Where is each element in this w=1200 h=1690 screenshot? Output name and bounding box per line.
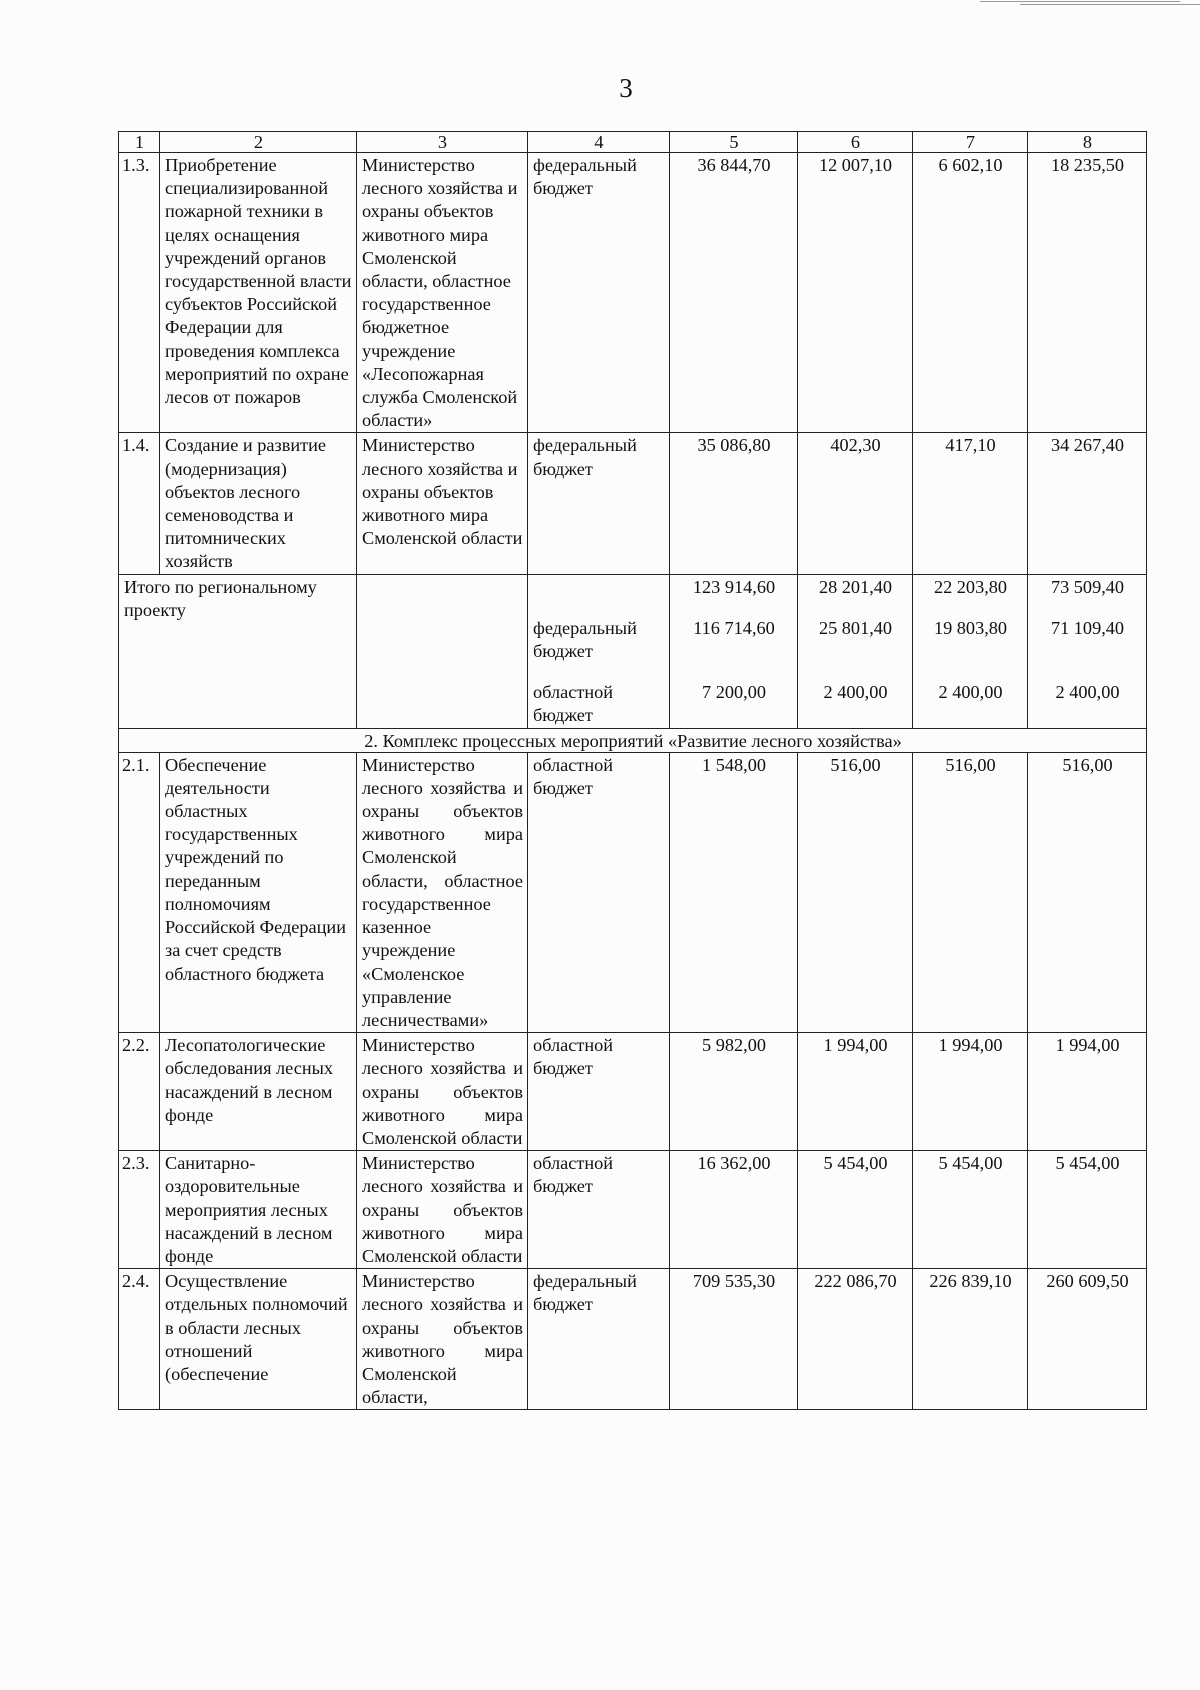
amount-year-3: 516,00	[1028, 752, 1147, 1032]
amount-year-3: 260 609,50	[1028, 1269, 1147, 1410]
amount-total: 16 362,00	[670, 1151, 798, 1269]
amount-year-2: 417,10	[913, 433, 1028, 574]
amount-year-1: 222 086,70	[798, 1269, 913, 1410]
executor: Министерство лесного хозяйства и охраны объектов животного мира Смоленской области	[357, 1151, 528, 1269]
amount-year-2: 1 994,00	[913, 1033, 1028, 1151]
summary-amount-year-1: 28 201,40	[798, 574, 913, 599]
summary-label: Итого по региональному проекту	[119, 574, 357, 728]
amount-year-2: 5 454,00	[913, 1151, 1028, 1269]
header-row	[119, 132, 1147, 153]
table-row	[119, 752, 1147, 1032]
amount-total: 7 200,00	[670, 663, 798, 728]
summary-executor-empty	[357, 574, 528, 728]
summary-amount-total: 123 914,60	[670, 574, 798, 599]
amount-year-1: 12 007,10	[798, 153, 913, 433]
row-number: 2.4.	[119, 1269, 160, 1410]
executor: Министерство лесного хозяйства и охраны объектов животного мира Смоленской области	[357, 1033, 528, 1151]
funding-source: федеральный бюджет	[528, 153, 670, 433]
amount-year-2: 19 803,80	[913, 599, 1028, 663]
funding-source: областной бюджет	[528, 752, 670, 1032]
table-row	[119, 1269, 1147, 1410]
activity-name: Обеспечение деятельности областных государственных учреждений по переданным полномочиям Российской Федерации за счет средств областного бюджета	[160, 752, 357, 1032]
amount-year-3: 71 109,40	[1028, 599, 1147, 663]
row-number: 1.3.	[119, 153, 160, 433]
amount-year-2: 516,00	[913, 752, 1028, 1032]
amount-year-1: 516,00	[798, 752, 913, 1032]
section-header-row	[119, 728, 1147, 752]
page-number: 3	[619, 73, 633, 103]
funding-source: федеральный бюджет	[528, 433, 670, 574]
table-row	[119, 1033, 1147, 1151]
amount-year-2: 2 400,00	[913, 663, 1028, 728]
amount-year-1: 1 994,00	[798, 1033, 913, 1151]
table-row	[119, 1151, 1147, 1269]
summary-row-total	[119, 574, 1147, 599]
executor: Министерство лесного хозяйства и охраны объектов животного мира Смоленской области, областное государственное бюджетное учреждение «Лесопожарная служба Смоленской области»	[357, 153, 528, 433]
table-row	[119, 433, 1147, 574]
activity-name: Санитарно-оздоровительные мероприятия лесных насаждений в лесном фонде	[160, 1151, 357, 1269]
activity-name: Приобретение специализированной пожарной техники в целях оснащения учреждений органов государственной власти субъектов Российской Федерации для проведения комплекса мероприятий по охране лесов от пожаров	[160, 153, 357, 433]
amount-total: 1 548,00	[670, 752, 798, 1032]
row-number: 2.1.	[119, 752, 160, 1032]
executor: Министерство лесного хозяйства и охраны объектов животного мира Смоленской области, областное государственное казенное учреждение «Смоленское управление лесничествами»	[357, 752, 528, 1032]
row-number: 2.3.	[119, 1151, 160, 1269]
summary-amount-year-3: 73 509,40	[1028, 574, 1147, 599]
row-number: 2.2.	[119, 1033, 160, 1151]
amount-total: 116 714,60	[670, 599, 798, 663]
scan-artifact-lines	[980, 0, 1200, 8]
row-number: 1.4.	[119, 433, 160, 574]
budget-table	[118, 131, 1147, 1410]
funding-source: областной бюджет	[528, 663, 670, 728]
amount-year-3: 1 994,00	[1028, 1033, 1147, 1151]
section-title: 2. Комплекс процессных мероприятий «Развитие лесного хозяйства»	[119, 728, 1147, 752]
amount-year-2: 226 839,10	[913, 1269, 1028, 1410]
executor: Министерство лесного хозяйства и охраны объектов животного мира Смоленской области	[357, 433, 528, 574]
summary-source-empty	[528, 574, 670, 599]
funding-source: федеральный бюджет	[528, 1269, 670, 1410]
amount-total: 709 535,30	[670, 1269, 798, 1410]
header-cell: 5	[670, 132, 798, 153]
amount-year-3: 2 400,00	[1028, 663, 1147, 728]
header-cell: 6	[798, 132, 913, 153]
header-cell: 1	[119, 132, 160, 153]
activity-name: Осуществление отдельных полномочий в области лесных отношений (обеспечение	[160, 1269, 357, 1410]
header-cell: 8	[1028, 132, 1147, 153]
header-cell: 4	[528, 132, 670, 153]
amount-year-1: 25 801,40	[798, 599, 913, 663]
header-cell: 3	[357, 132, 528, 153]
amount-total: 35 086,80	[670, 433, 798, 574]
executor: Министерство лесного хозяйства и охраны объектов животного мира Смоленской области,	[357, 1269, 528, 1410]
header-cell: 7	[913, 132, 1028, 153]
amount-year-1: 2 400,00	[798, 663, 913, 728]
funding-source: областной бюджет	[528, 1151, 670, 1269]
funding-source: областной бюджет	[528, 1033, 670, 1151]
amount-year-1: 402,30	[798, 433, 913, 574]
amount-year-3: 34 267,40	[1028, 433, 1147, 574]
amount-year-1: 5 454,00	[798, 1151, 913, 1269]
amount-total: 36 844,70	[670, 153, 798, 433]
activity-name: Создание и развитие (модернизация) объектов лесного семеноводства и питомнических хозяйств	[160, 433, 357, 574]
activity-name: Лесопатологические обследования лесных насаждений в лесном фонде	[160, 1033, 357, 1151]
table-row	[119, 153, 1147, 433]
amount-year-3: 5 454,00	[1028, 1151, 1147, 1269]
header-cell: 2	[160, 132, 357, 153]
summary-amount-year-2: 22 203,80	[913, 574, 1028, 599]
funding-source: федеральный бюджет	[528, 599, 670, 663]
amount-total: 5 982,00	[670, 1033, 798, 1151]
amount-year-2: 6 602,10	[913, 153, 1028, 433]
amount-year-3: 18 235,50	[1028, 153, 1147, 433]
